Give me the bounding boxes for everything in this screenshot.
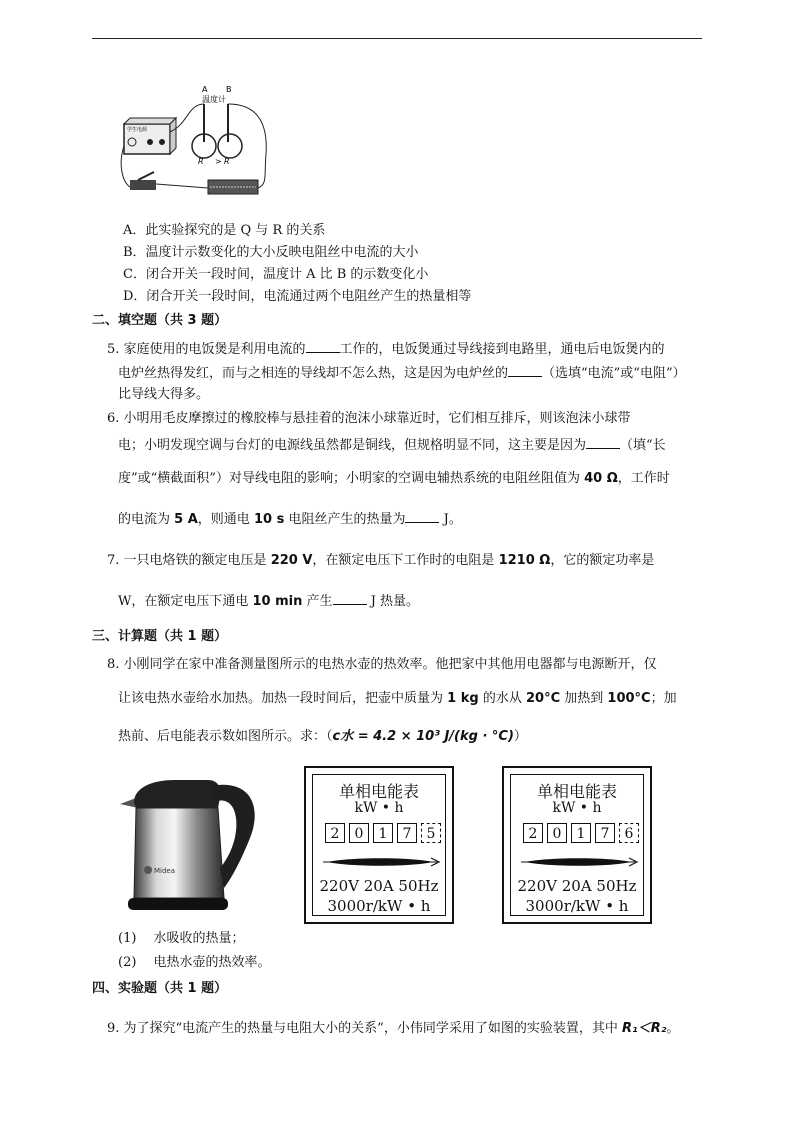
meter-after-digit-decimal: 6	[619, 823, 639, 843]
q6-blank-2	[405, 510, 439, 523]
meter-after-spec2: 3000r/kW • h	[525, 897, 629, 915]
option-d: D．闭合开关一段时间，电流通过两个电阻丝产生的热量相等	[123, 289, 472, 304]
q8-line1: 8. 小刚同学在家中准备测量图所示的电热水壶的热效率。他把家中其他用电器都与电源断开，仅	[107, 657, 657, 672]
meter-before-digit: 7	[397, 823, 417, 843]
electric-kettle-image	[112, 768, 262, 918]
switch	[130, 180, 156, 190]
q8-sub1: (1) 水吸收的热量；	[118, 931, 245, 946]
meter-after-unit: kW • h	[552, 800, 602, 816]
section-3-title: 三、计算题（共 1 题）	[92, 629, 228, 644]
meter-after-digit: 0	[547, 823, 567, 843]
meter-after-digit: 1	[571, 823, 591, 843]
meter-before-digits	[325, 823, 445, 843]
q6-blank-1	[586, 436, 620, 449]
kettle-brand: Midea	[154, 867, 176, 875]
q7-line2: W，在额定电压下通电 10 min 产生 J 热量。	[118, 594, 420, 609]
label-r2: R	[224, 157, 230, 166]
meter-before-spec2: 3000r/kW • h	[327, 897, 431, 915]
section-2-title: 二、填空题（共 3 题）	[92, 313, 228, 328]
meter-before-digit: 1	[373, 823, 393, 843]
option-c: C．闭合开关一段时间，温度计 A 比 B 的示数变化小	[123, 267, 429, 282]
q8-sub2: (2) 电热水壶的热效率。	[118, 955, 271, 970]
option-a: A．此实验探究的是 Q 与 R 的关系	[123, 223, 326, 238]
q6-line4: 的电流为 5 A，则通电 10 s 电阻丝产生的热量为 J。	[118, 512, 462, 527]
q5-line3: 比导线大得多。	[118, 387, 210, 402]
label-gt: >	[215, 157, 222, 166]
meter-before-spec1: 220V 20A 50Hz	[319, 877, 439, 895]
q7-blank-1	[333, 592, 367, 605]
meter-after-digits	[523, 823, 643, 843]
q5-line1: 5. 家庭使用的电饭煲是利用电流的 工作的，电饭煲通过导线接到电路里，通电后电饭煲内的	[107, 342, 665, 357]
section-4-title: 四、实验题（共 1 题）	[92, 981, 228, 996]
label-thermometer: 温度计	[202, 95, 226, 104]
flask-b	[218, 134, 242, 158]
meter-after-disc-arrow	[519, 855, 641, 869]
power-supply-label: 学生电源	[127, 127, 148, 133]
circuit-diagram	[118, 84, 278, 204]
meter-after-spec1: 220V 20A 50Hz	[517, 877, 637, 895]
q5-blank-2	[508, 364, 542, 377]
meter-before-digit: 0	[349, 823, 369, 843]
q6-line3: 度”或“横截面积”）对导线电阻的影响；小明家的空调电辅热系统的电阻丝阻值为 40 Ω，工作时	[118, 471, 670, 486]
meter-before-disc-arrow	[321, 855, 443, 869]
option-b: B．温度计示数变化的大小反映电阻丝中电流的大小	[123, 245, 419, 260]
meter-before-digit: 2	[325, 823, 345, 843]
meter-after-digit: 2	[523, 823, 543, 843]
q6-line2: 电；小明发现空调与台灯的电源线虽然都是铜线，但规格明显不同，这主要是因为 （填“长	[118, 438, 666, 453]
q8-line2: 让该电热水壶给水加热。加热一段时间后，把壶中质量为 1 kg 的水从 20°C 加热到 100°C；加	[118, 691, 677, 706]
label-a: A	[202, 85, 208, 94]
q9-line1: 9. 为了探究“电流产生的热量与电阻大小的关系”，小伟同学采用了如图的实验装置，其中 R₁＜R₂。	[107, 1021, 680, 1036]
meter-after-digit: 7	[595, 823, 615, 843]
q5-blank-1	[306, 340, 340, 353]
q7-line1: 7. 一只电烙铁的额定电压是 220 V，在额定电压下工作时的电阻是 1210 Ω，它的额定功率是	[107, 553, 655, 568]
header-rule	[92, 38, 702, 39]
meter-after-title: 单相电能表	[536, 782, 617, 801]
meter-before-unit: kW • h	[354, 800, 404, 816]
label-r1: R	[198, 157, 204, 166]
label-b: B	[226, 85, 232, 94]
meter-after	[502, 766, 652, 924]
meter-before-digit-decimal: 5	[421, 823, 441, 843]
q8-line3: 热前、后电能表示数如图所示。求：（c水 = 4.2 × 10³ J/(kg · °C)）	[118, 729, 527, 744]
q5-line2: 电炉丝热得发红，而与之相连的导线却不怎么热，这是因为电炉丝的 （选填“电流”或“电阻”）	[118, 366, 686, 381]
meter-before-title: 单相电能表	[338, 782, 419, 801]
q6-line1: 6. 小明用毛皮摩擦过的橡胶棒与悬挂着的泡沫小球靠近时，它们相互排斥，则该泡沫小球带	[107, 411, 631, 426]
meter-before	[304, 766, 454, 924]
